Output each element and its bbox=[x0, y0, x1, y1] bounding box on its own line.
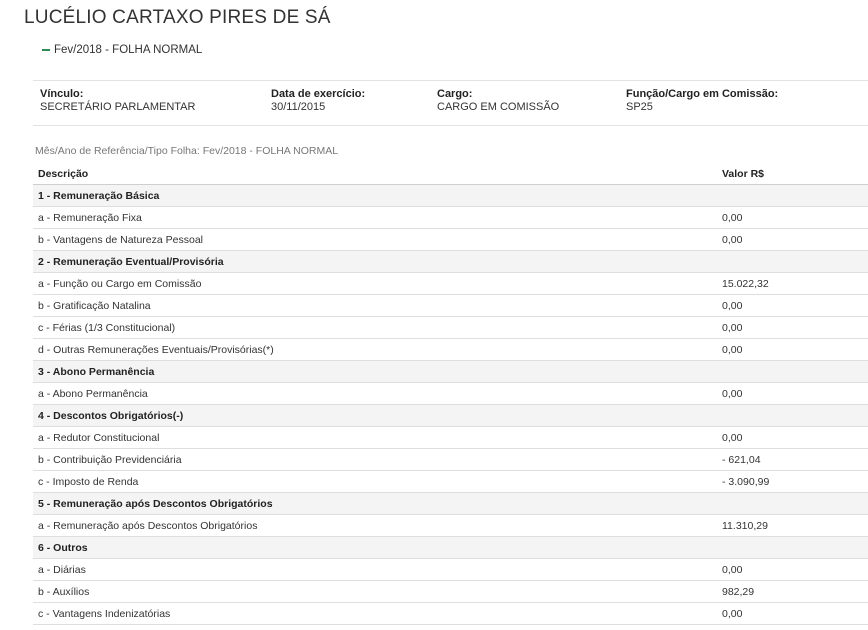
row-description: a - Diárias bbox=[33, 559, 718, 581]
row-value bbox=[718, 537, 868, 559]
row-description: a - Remuneração após Descontos Obrigatórios bbox=[33, 515, 718, 537]
row-value: 0,00 bbox=[718, 229, 868, 251]
period-toggle[interactable] bbox=[42, 44, 202, 56]
table-row bbox=[33, 339, 868, 361]
table-section-row bbox=[33, 361, 868, 383]
row-value bbox=[718, 251, 868, 273]
row-value: 0,00 bbox=[718, 207, 868, 229]
row-value bbox=[718, 185, 868, 207]
table-body bbox=[33, 185, 868, 625]
row-value: - 3.090,99 bbox=[718, 471, 868, 493]
table-section-row bbox=[33, 251, 868, 273]
vinculo-value: SECRETÁRIO PARLAMENTAR bbox=[40, 101, 196, 113]
data-exercicio-field bbox=[271, 88, 365, 113]
table-row bbox=[33, 207, 868, 229]
cargo-value: CARGO EM COMISSÃO bbox=[437, 101, 560, 113]
table-row bbox=[33, 317, 868, 339]
table-row bbox=[33, 229, 868, 251]
column-header-valor: Valor R$ bbox=[718, 164, 868, 185]
table-row bbox=[33, 581, 868, 603]
row-description: b - Gratificação Natalina bbox=[33, 295, 718, 317]
data-exercicio-value: 30/11/2015 bbox=[271, 101, 326, 113]
table-section-row bbox=[33, 493, 868, 515]
funcao-value: SP25 bbox=[626, 101, 653, 113]
column-header-descricao: Descrição bbox=[33, 164, 718, 185]
section-title: 5 - Remuneração após Descontos Obrigatórios bbox=[33, 493, 718, 515]
employee-name: LUCÉLIO CARTAXO PIRES DE SÁ bbox=[24, 7, 331, 28]
row-value bbox=[718, 405, 868, 427]
row-description: b - Contribuição Previdenciária bbox=[33, 449, 718, 471]
funcao-field bbox=[626, 88, 778, 113]
reference-caption: Mês/Ano de Referência/Tipo Folha: Fev/2018 - FOLHA NORMAL bbox=[35, 145, 339, 157]
row-description: b - Auxílios bbox=[33, 581, 718, 603]
row-description: a - Abono Permanência bbox=[33, 383, 718, 405]
row-value: 982,29 bbox=[718, 581, 868, 603]
row-value bbox=[718, 493, 868, 515]
vinculo-field bbox=[40, 88, 195, 113]
table-section-row bbox=[33, 537, 868, 559]
funcao-label: Função/Cargo em Comissão: bbox=[626, 88, 779, 100]
section-title: 4 - Descontos Obrigatórios(-) bbox=[33, 405, 718, 427]
row-description: d - Outras Remunerações Eventuais/Provisórias(*) bbox=[33, 339, 718, 361]
table-header-row bbox=[33, 164, 868, 185]
employee-info-row bbox=[33, 80, 868, 126]
row-value: 0,00 bbox=[718, 559, 868, 581]
row-value: 11.310,29 bbox=[718, 515, 868, 537]
table-row bbox=[33, 449, 868, 471]
row-description: c - Imposto de Renda bbox=[33, 471, 718, 493]
table-row bbox=[33, 383, 868, 405]
data-exercicio-label: Data de exercício: bbox=[271, 88, 366, 100]
row-value: - 621,04 bbox=[718, 449, 868, 471]
row-value: 0,00 bbox=[718, 295, 868, 317]
row-description: c - Férias (1/3 Constitucional) bbox=[33, 317, 718, 339]
row-value: 0,00 bbox=[718, 339, 868, 361]
table-section-row bbox=[33, 185, 868, 207]
table-section-row bbox=[33, 405, 868, 427]
row-description: a - Função ou Cargo em Comissão bbox=[33, 273, 718, 295]
table-row bbox=[33, 273, 868, 295]
table-row bbox=[33, 427, 868, 449]
vinculo-label: Vínculo: bbox=[40, 88, 84, 100]
row-description: a - Remuneração Fixa bbox=[33, 207, 718, 229]
collapse-minus-icon[interactable] bbox=[42, 49, 50, 51]
table-row bbox=[33, 515, 868, 537]
row-value: 0,00 bbox=[718, 427, 868, 449]
table-row bbox=[33, 471, 868, 493]
row-value bbox=[718, 361, 868, 383]
row-description: a - Redutor Constitucional bbox=[33, 427, 718, 449]
row-value: 0,00 bbox=[718, 317, 868, 339]
table-row bbox=[33, 603, 868, 625]
table-row bbox=[33, 295, 868, 317]
row-value: 0,00 bbox=[718, 383, 868, 405]
section-title: 1 - Remuneração Básica bbox=[33, 185, 718, 207]
row-value: 0,00 bbox=[718, 603, 868, 625]
table-row bbox=[33, 559, 868, 581]
row-description: b - Vantagens de Natureza Pessoal bbox=[33, 229, 718, 251]
row-value: 15.022,32 bbox=[718, 273, 868, 295]
cargo-field bbox=[437, 88, 559, 113]
period-label[interactable]: Fev/2018 - FOLHA NORMAL bbox=[54, 44, 203, 56]
section-title: 3 - Abono Permanência bbox=[33, 361, 718, 383]
remuneration-table bbox=[33, 164, 868, 625]
cargo-label: Cargo: bbox=[437, 88, 473, 100]
row-description: c - Vantagens Indenizatórias bbox=[33, 603, 718, 625]
section-title: 2 - Remuneração Eventual/Provisória bbox=[33, 251, 718, 273]
section-title: 6 - Outros bbox=[33, 537, 718, 559]
